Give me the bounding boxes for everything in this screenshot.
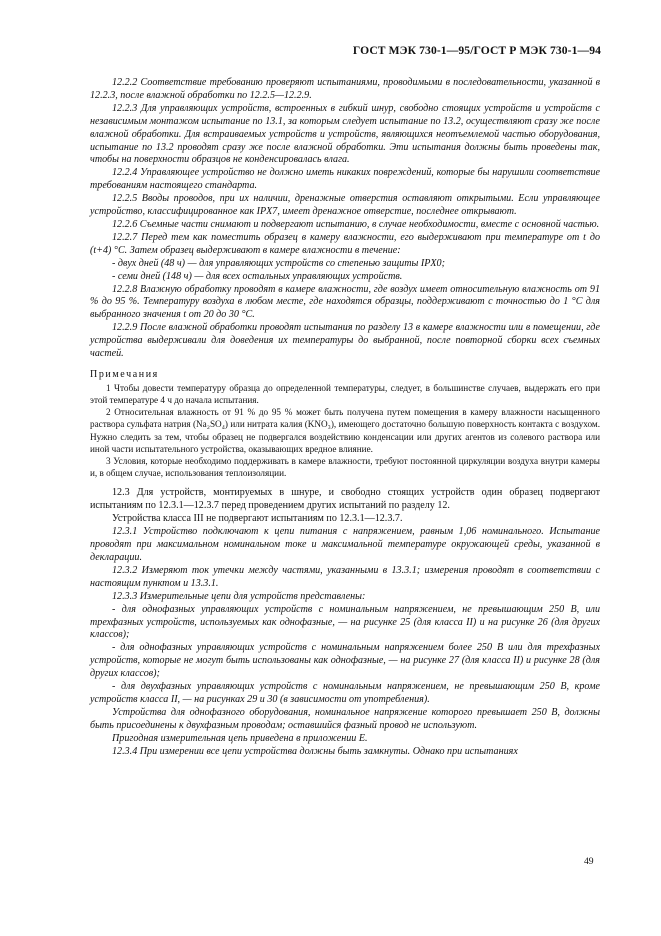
list-item-seven-days: - семи дней (148 ч) — для всех остальных управляющих устройств. [112, 270, 403, 282]
list-item-two-days: - двух дней (48 ч) — для управляющих устройств со степенью защиты IPX0; [112, 257, 445, 269]
paragraph-12-2-7: 12.2.7 Перед тем как поместить образец в камеру влажности, его выдерживают при температуре от t до (t+4) °С. Затем образец выдерживают в камере влажности в течение: [90, 231, 600, 256]
paragraph-12-2-2: 12.2.2 Соответствие требованию проверяют испытаниями, проводимыми в последовательности, указанной в 12.2.3, после влажной обработки по 12.2.5—12.2.9. [90, 77, 600, 101]
paragraph-12-3: 12.3 Для устройств, монтируемых в шнуре, и свободно стоящих устройств один образец подвергают испытаниям по 12.3.1—12.3.7 перед проведением других испытаний по разделу 12. [90, 487, 600, 512]
paragraph-12-2-5: 12.2.5 Вводы проводов, при их наличии, дренажные отверстия оставляют открытыми. Если управляющее устройство, классифицированное как IPX7, имеет дренажное отверстие, последнее открывают. [90, 193, 600, 218]
page-number: 49 [584, 856, 594, 867]
paragraph-12-3-2: 12.3.2 Измеряют ток утечки между частями, указанными в 13.3.1; измерения проводят в соответствии с настоящим пунктом и 13.3.1. [90, 564, 600, 589]
paragraph-12-2-6: 12.2.6 Съемные части снимают и подвергают испытанию, в случае необходимости, вместе с основной частью. [112, 218, 600, 230]
page-body [90, 77, 600, 759]
paragraph-single-phase-equipment: Устройства для однофазного оборудования, номинальное напряжение которого превышает 250 В, должны быть присоединены к двухфазным проводам; оставшийся фазный провод не используют. [90, 706, 600, 731]
paragraph-measuring-circuit-appendix: Пригодная измерительная цепь приведена в приложении Е. [112, 732, 368, 744]
paragraph-12-2-9: 12.2.9 После влажной обработки проводят испытания по разделу 13 в камере влажности или в помещении, где устройства выдерживали для доведения их температуры до выбранной, после повторной сборки всех съемных частей. [90, 322, 600, 360]
list-item-single-phase-over-250: - для однофазных управляющих устройств с номинальным напряжением более 250 В или для трехфазных устройств, которые не могут быть использованы как однофазные, — на рисунке 27 (для класса II) и рисунке 28 (для других классов); [90, 642, 600, 680]
page-header-title: ГОСТ МЭК 730-1—95/ГОСТ Р МЭК 730-1—94 [352, 44, 601, 57]
paragraph-12-3-4: 12.3.4 При измерении все цепи устройства должны быть замкнуты. Однако при испытаниях [112, 745, 518, 757]
paragraph-12-3-1: 12.3.1 Устройство подключают к цепи питания с напряжением, равным 1,06 номинального. Испытание проводят при максимальном номинальном токе и максимальной температуре окружающей среды, указанной в декларации. [90, 526, 600, 563]
note-1: 1 Чтобы довести температуру образца до определенной температуры, следует, в большинстве случаев, выдержать его при этой температуре 4 ч до начала испытания. [90, 382, 600, 406]
note-3: 3 Условия, которые необходимо поддерживать в камере влажности, требуют постоянной циркуляции воздуха внутри камеры и, в общем случае, использования теплоизоляции. [90, 456, 600, 479]
paragraph-12-3-3: 12.3.3 Измерительные цепи для устройств представлены: [112, 590, 366, 602]
list-item-two-phase: - для двухфазных управляющих устройств с номинальным напряжением, не превышающим 250 В, кроме устройств класса II, — на рисунках 29 и 30 (в зависимости от употребления). [90, 681, 600, 705]
paragraph-12-2-3: 12.2.3 Для управляющих устройств, встроенных в гибкий шнур, свободно стоящих устройств и устройств с независимым монтажом испытание по 13.1, за которым следует испытание по 13.2, осуществляют сразу же после влажной обработки. Для встраиваемых устройств и устройств, являющихся неотъемлемой частью оборудования, испытание по 13.2 проводят сразу же после влажной обработки. Эти испытания должны быть проведены так, чтобы на поверхности образцов не конденсировалась влага. [90, 102, 600, 166]
list-item-single-phase-250: - для однофазных управляющих устройств с номинальным напряжением, не превышающим 250 В, или трехфазных устройств, используемых как однофазные, — на рисунке 25 (для класса II) и на рисунке 26 (для других классов); [90, 603, 600, 641]
paragraph-class-iii: Устройства класса III не подвергают испытаниям по 12.3.1—12.3.7. [112, 513, 403, 525]
note-2: 2 Относительная влажность от 91 % до 95 % может быть получена путем помещения в камеру влажности насыщенного раствора сульфата натрия (Na₂SO₄) или нитрата калия (KNO₃), имеющего достаточно большую поверхность контакта с воздухом. Нужно следить за тем, чтобы образец не подвергался воздействию конденсации или других агентов из солевого раствора или иной части испытательного устройства, оказывающих вредное влияние. [90, 407, 600, 454]
notes-heading: Примечания [90, 368, 159, 380]
paragraph-12-2-4: 12.2.4 Управляющее устройство не должно иметь никаких повреждений, которые бы нарушили соответствие требованиям настоящего стандарта. [90, 167, 600, 192]
paragraph-12-2-8: 12.2.8 Влажную обработку проводят в камере влажности, где воздух имеет относительную влажность от 91 % до 95 %. Температуру воздуха в любом месте, где находятся образцы, поддерживают с точностью до 1 °С для выбранного значения t от 20 до 30 °С. [90, 283, 600, 321]
